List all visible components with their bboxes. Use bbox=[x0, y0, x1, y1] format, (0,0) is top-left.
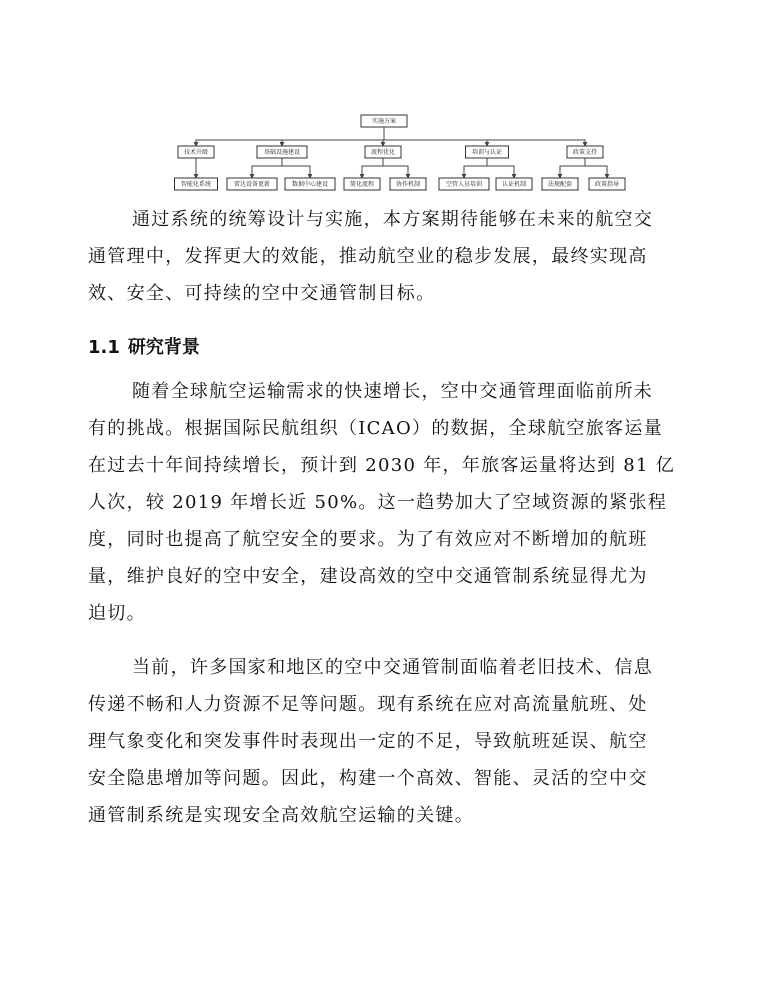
diagram-branch-node-label: 基础设施建设 bbox=[263, 149, 301, 156]
background-paragraph-1 bbox=[88, 373, 678, 632]
diagram-leaf-node bbox=[344, 178, 380, 190]
diagram-leaf-node-label: 数据中心建设 bbox=[291, 181, 329, 188]
diagram-leaf-node-label: 智能化系统 bbox=[180, 181, 212, 188]
text-line: 传递不畅和人力资源不足等问题。现有系统在应对高流量航班、处 bbox=[88, 694, 648, 715]
diagram-branch-node-label: 培训与认证 bbox=[471, 149, 503, 156]
diagram-leaf-node-label: 简化流程 bbox=[349, 181, 375, 188]
diagram-leaf-node bbox=[439, 178, 489, 190]
diagram-connector bbox=[585, 158, 607, 178]
text-line: 度，同时也提高了航空安全的要求。为了有效应对不断增加的航班 bbox=[88, 529, 648, 550]
diagram-branch-node bbox=[466, 146, 509, 158]
diagram-branch-node bbox=[257, 146, 307, 158]
section-title: 研究背景 bbox=[127, 337, 200, 358]
section-heading bbox=[88, 333, 200, 359]
diagram-leaf-node bbox=[285, 178, 335, 190]
text-line: 通过系统的统筹设计与实施，本方案期待能够在未来的航空交 bbox=[132, 209, 654, 230]
diagram-branch-node-label: 政策支持 bbox=[572, 149, 598, 156]
diagram-connector bbox=[487, 158, 514, 178]
diagram-leaf-node-label: 政策指导 bbox=[594, 181, 620, 188]
diagram-leaf-node-label: 雷达设备更新 bbox=[233, 181, 271, 188]
text-line: 理气象变化和突发事件时表现出一定的不足，导致航班延误、航空 bbox=[88, 731, 648, 752]
diagram-leaf-node bbox=[589, 178, 625, 190]
diagram-branch-node bbox=[178, 146, 214, 158]
diagram-root-node bbox=[361, 115, 407, 127]
text-line: 在过去十年间持续增长，预计到 2030 年，年旅客运量将达到 81 亿 bbox=[88, 455, 676, 476]
diagram-leaf-node-label: 法规配套 bbox=[547, 181, 573, 188]
diagram-branch-node bbox=[365, 146, 401, 158]
diagram-leaf-node bbox=[542, 178, 578, 190]
diagram-root-node-label: 实施方案 bbox=[371, 118, 397, 125]
intro-paragraph bbox=[88, 201, 678, 312]
diagram-connector bbox=[362, 158, 383, 178]
diagram-connector bbox=[464, 158, 487, 178]
diagram-connector bbox=[383, 158, 408, 178]
implementation-plan-diagram bbox=[0, 0, 765, 200]
text-line: 量，维护良好的空中安全，建设高效的空中交通管制系统显得尤为 bbox=[88, 566, 648, 587]
diagram-leaf-node-label: 认证机制 bbox=[501, 181, 527, 188]
diagram-leaf-node-label: 协作机制 bbox=[395, 181, 421, 188]
text-line: 当前，许多国家和地区的空中交通管制面临着老旧技术、信息 bbox=[132, 657, 654, 678]
diagram-branch-node-label: 流程优化 bbox=[370, 149, 396, 156]
diagram-leaf-node bbox=[175, 178, 218, 190]
diagram-connector bbox=[560, 158, 585, 178]
diagram-branch-node-label: 技术升级 bbox=[183, 149, 209, 156]
diagram-connector bbox=[384, 127, 585, 146]
diagram-leaf-node-label: 空管人员培训 bbox=[445, 181, 483, 188]
diagram-connector bbox=[196, 127, 384, 146]
text-line: 人次，较 2019 年增长近 50%。这一趋势加大了空域资源的紧张程 bbox=[88, 492, 668, 513]
text-line: 有的挑战。根据国际民航组织（ICAO）的数据，全球航空旅客运量 bbox=[88, 418, 663, 439]
diagram-connector bbox=[252, 158, 282, 178]
text-line: 效、安全、可持续的空中交通管制目标。 bbox=[88, 283, 436, 304]
background-paragraph-2 bbox=[88, 649, 678, 834]
diagram-connector bbox=[384, 127, 487, 146]
section-number: 1.1 bbox=[88, 337, 120, 358]
diagram-connector bbox=[282, 158, 310, 178]
text-line: 随着全球航空运输需求的快速增长，空中交通管理面临前所未 bbox=[132, 381, 654, 402]
text-line: 迫切。 bbox=[88, 603, 146, 624]
diagram-leaf-node bbox=[390, 178, 426, 190]
text-line: 安全隐患增加等问题。因此，构建一个高效、智能、灵活的空中交 bbox=[88, 768, 648, 789]
diagram-leaf-node bbox=[496, 178, 532, 190]
text-line: 通管理中，发挥更大的效能，推动航空业的稳步发展，最终实现高 bbox=[88, 246, 648, 267]
diagram-connector bbox=[282, 127, 384, 146]
diagram-branch-node bbox=[567, 146, 603, 158]
text-line: 通管制系统是实现安全高效航空运输的关键。 bbox=[88, 805, 474, 826]
diagram-leaf-node bbox=[227, 178, 277, 190]
